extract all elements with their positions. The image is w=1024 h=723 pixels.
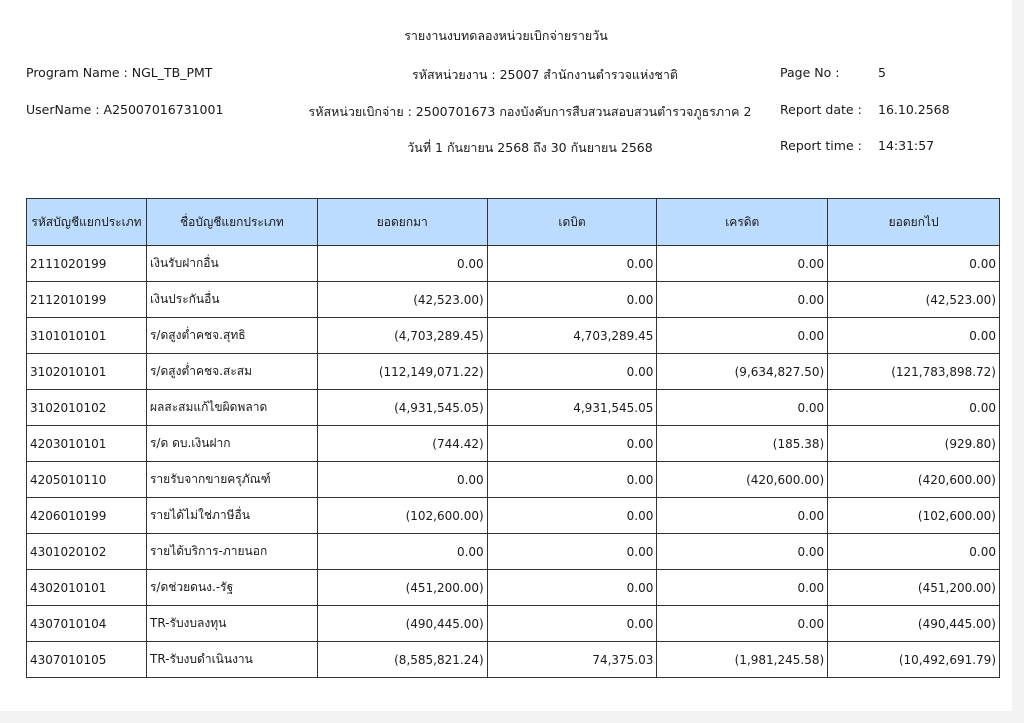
cell-debit: 0.00 — [487, 246, 657, 282]
cell-account-name: TR-รับงบดำเนินงาน — [146, 642, 317, 678]
report-title: รายงานงบทดลองหน่วยเบิกจ่ายรายวัน — [404, 28, 608, 43]
cell-credit: 0.00 — [657, 282, 828, 318]
report-time-value: 14:31:57 — [878, 138, 935, 153]
table-row — [27, 570, 1000, 606]
table-row — [27, 426, 1000, 462]
cell-closing-balance: (451,200.00) — [828, 570, 1000, 606]
cell-closing-balance: (102,600.00) — [828, 498, 1000, 534]
cell-credit: 0.00 — [657, 390, 828, 426]
cell-debit: 0.00 — [487, 606, 657, 642]
cell-debit: 4,703,289.45 — [487, 318, 657, 354]
cell-opening-balance: (4,931,545.05) — [317, 390, 487, 426]
cell-opening-balance: 0.00 — [317, 534, 487, 570]
disbursing-unit-code: รหัสหน่วยเบิกจ่าย : 2500701673 กองบังคับการสืบสวนสอบสวนตำรวจภูธรภาค 2 — [308, 104, 752, 119]
cell-credit: (1,981,245.58) — [657, 642, 828, 678]
cell-closing-balance: (929.80) — [828, 426, 1000, 462]
table-row — [27, 642, 1000, 678]
cell-credit: 0.00 — [657, 246, 828, 282]
cell-closing-balance: (10,492,691.79) — [828, 642, 1000, 678]
header-closing-balance: ยอดยกไป — [828, 199, 1000, 246]
cell-account-name: รายได้บริการ-ภายนอก — [146, 534, 317, 570]
report-time-label: Report time : — [780, 138, 862, 153]
report-date-label: Report date : — [780, 102, 862, 117]
cell-credit: 0.00 — [657, 606, 828, 642]
cell-closing-balance: (490,445.00) — [828, 606, 1000, 642]
cell-account-code: 3102010102 — [27, 390, 147, 426]
cell-credit: 0.00 — [657, 498, 828, 534]
cell-credit: (420,600.00) — [657, 462, 828, 498]
header-account-name: ชื่อบัญชีแยกประเภท — [146, 199, 317, 246]
cell-debit: 0.00 — [487, 462, 657, 498]
table-row — [27, 318, 1000, 354]
trial-balance-table — [26, 198, 1000, 678]
cell-debit: 0.00 — [487, 534, 657, 570]
cell-account-name: TR-รับงบลงทุน — [146, 606, 317, 642]
cell-account-name: ร/ด ดบ.เงินฝาก — [146, 426, 317, 462]
cell-credit: (185.38) — [657, 426, 828, 462]
table-row — [27, 246, 1000, 282]
date-range: วันที่ 1 กันยายน 2568 ถึง 30 กันยายน 2568 — [407, 140, 653, 155]
table-row — [27, 498, 1000, 534]
cell-opening-balance: (102,600.00) — [317, 498, 487, 534]
header-account-code: รหัสบัญชีแยกประเภท — [27, 199, 147, 246]
cell-opening-balance: (4,703,289.45) — [317, 318, 487, 354]
cell-debit: 0.00 — [487, 426, 657, 462]
cell-account-code: 4203010101 — [27, 426, 147, 462]
cell-opening-balance: (42,523.00) — [317, 282, 487, 318]
header-debit: เดบิต — [487, 199, 657, 246]
cell-account-code: 4307010104 — [27, 606, 147, 642]
cell-account-code: 4307010105 — [27, 642, 147, 678]
cell-opening-balance: 0.00 — [317, 462, 487, 498]
cell-account-code: 2112010199 — [27, 282, 147, 318]
cell-account-code: 2111020199 — [27, 246, 147, 282]
cell-account-name: เงินประกันอื่น — [146, 282, 317, 318]
page-no-label: Page No : — [780, 65, 840, 80]
cell-account-code: 4206010199 — [27, 498, 147, 534]
cell-opening-balance: (112,149,071.22) — [317, 354, 487, 390]
cell-debit: 4,931,545.05 — [487, 390, 657, 426]
cell-closing-balance: 0.00 — [828, 246, 1000, 282]
cell-credit: (9,634,827.50) — [657, 354, 828, 390]
table-row — [27, 390, 1000, 426]
cell-account-name: เงินรับฝากอื่น — [146, 246, 317, 282]
cell-debit: 74,375.03 — [487, 642, 657, 678]
header-credit: เครดิต — [657, 199, 828, 246]
cell-debit: 0.00 — [487, 282, 657, 318]
cell-account-code: 4302010101 — [27, 570, 147, 606]
cell-account-code: 3101010101 — [27, 318, 147, 354]
cell-opening-balance: 0.00 — [317, 246, 487, 282]
cell-account-name: ร/ดช่วยดนง.-รัฐ — [146, 570, 317, 606]
cell-closing-balance: (420,600.00) — [828, 462, 1000, 498]
agency-code: รหัสหน่วยงาน : 25007 สำนักงานตำรวจแห่งชาติ — [412, 67, 678, 82]
cell-credit: 0.00 — [657, 534, 828, 570]
cell-account-name: รายรับจากขายครุภัณฑ์ — [146, 462, 317, 498]
cell-opening-balance: (744.42) — [317, 426, 487, 462]
cell-debit: 0.00 — [487, 498, 657, 534]
table-row — [27, 354, 1000, 390]
cell-closing-balance: 0.00 — [828, 534, 1000, 570]
cell-closing-balance: (42,523.00) — [828, 282, 1000, 318]
cell-opening-balance: (490,445.00) — [317, 606, 487, 642]
table-row — [27, 606, 1000, 642]
cell-account-name: ร/ดสูงต่ำคชจ.สุทธิ — [146, 318, 317, 354]
program-name: Program Name : NGL_TB_PMT — [26, 65, 213, 80]
cell-closing-balance: (121,783,898.72) — [828, 354, 1000, 390]
cell-account-code: 4205010110 — [27, 462, 147, 498]
cell-closing-balance: 0.00 — [828, 390, 1000, 426]
page-no-value: 5 — [878, 65, 886, 80]
table-row — [27, 462, 1000, 498]
cell-account-name: ร/ดสูงต่ำคชจ.สะสม — [146, 354, 317, 390]
report-date-value: 16.10.2568 — [878, 102, 950, 117]
username: UserName : A25007016731001 — [26, 102, 224, 117]
cell-opening-balance: (8,585,821.24) — [317, 642, 487, 678]
cell-account-code: 4301020102 — [27, 534, 147, 570]
table-row — [27, 282, 1000, 318]
cell-closing-balance: 0.00 — [828, 318, 1000, 354]
cell-debit: 0.00 — [487, 570, 657, 606]
cell-credit: 0.00 — [657, 318, 828, 354]
cell-account-name: รายได้ไม่ใช่ภาษีอื่น — [146, 498, 317, 534]
cell-credit: 0.00 — [657, 570, 828, 606]
cell-account-code: 3102010101 — [27, 354, 147, 390]
table-header-row — [27, 199, 1000, 246]
header-opening-balance: ยอดยกมา — [317, 199, 487, 246]
cell-debit: 0.00 — [487, 354, 657, 390]
cell-opening-balance: (451,200.00) — [317, 570, 487, 606]
cell-account-name: ผลสะสมแก้ไขผิดพลาด — [146, 390, 317, 426]
table-row — [27, 534, 1000, 570]
